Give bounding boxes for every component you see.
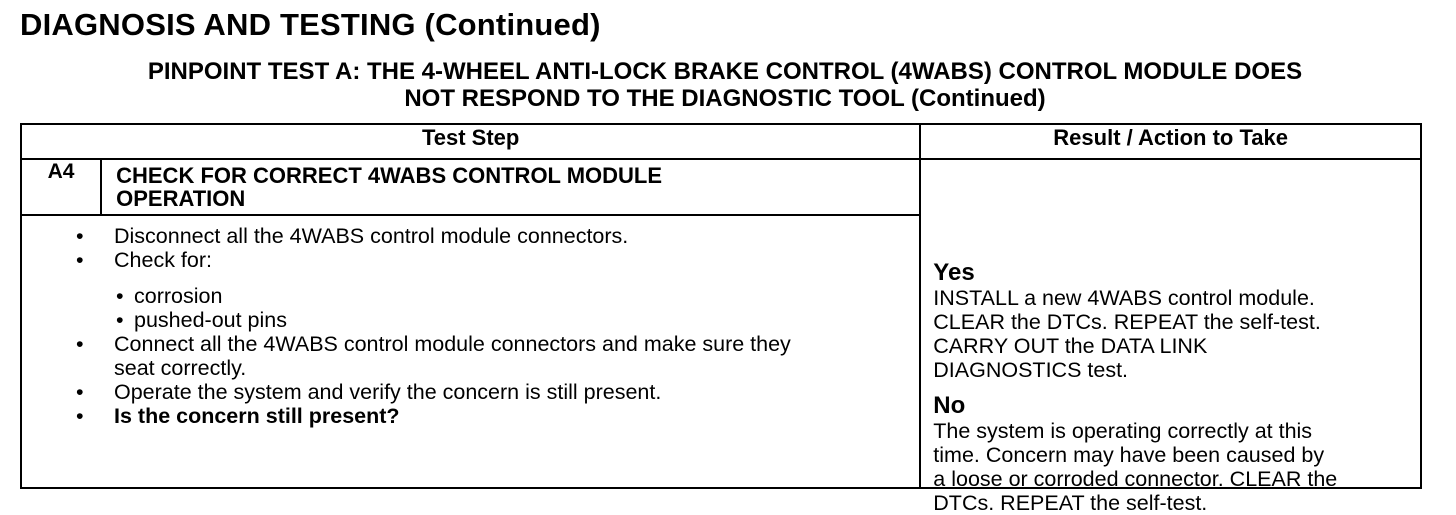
result-yes-label: Yes bbox=[933, 259, 975, 286]
check-for-sublist bbox=[114, 284, 919, 332]
result-action-cell bbox=[920, 159, 1421, 515]
result-yes-line: INSTALL a new 4WABS control module. bbox=[933, 286, 1315, 310]
page-title: DIAGNOSIS AND TESTING (Continued) bbox=[20, 7, 601, 42]
result-no-label: No bbox=[933, 392, 966, 419]
result-no-line: DTCs. REPEAT the self-test. bbox=[933, 491, 1208, 515]
list-item bbox=[76, 404, 919, 428]
step-title-row bbox=[21, 159, 1421, 215]
bullet-icon: • bbox=[76, 224, 84, 248]
step-id: A4 bbox=[21, 159, 101, 215]
bullet-icon: • bbox=[76, 248, 84, 272]
bullet-icon: • bbox=[76, 380, 84, 404]
pinpoint-test-title bbox=[20, 58, 1430, 112]
list-item: • Disconnect all the 4WABS control module connectors. bbox=[76, 224, 629, 248]
step-title-line-1: CHECK FOR CORRECT 4WABS CONTROL MODULE bbox=[116, 163, 663, 188]
result-no-line: The system is operating correctly at this bbox=[933, 419, 1313, 443]
procedure-list bbox=[22, 224, 919, 428]
result-yes bbox=[933, 260, 1414, 382]
list-item: • pushed-out pins bbox=[116, 308, 287, 332]
column-header-result-action: Result / Action to Take bbox=[920, 124, 1421, 159]
step-title bbox=[101, 159, 920, 215]
result-no bbox=[933, 393, 1414, 515]
step-question: Is the concern still present? bbox=[114, 404, 400, 428]
bullet-icon: • bbox=[116, 284, 124, 308]
column-header-test-step: Test Step bbox=[21, 124, 920, 159]
bullet-icon: • bbox=[116, 308, 124, 332]
result-no-line: a loose or corroded connector. CLEAR the bbox=[933, 467, 1338, 491]
list-item: • Connect all the 4WABS control module connectors and make sure they seat correctly. bbox=[76, 332, 791, 380]
step-procedure bbox=[21, 215, 920, 488]
list-item: • Check for: • corrosion • pushed-out pins bbox=[114, 248, 919, 332]
pinpoint-test-title-line-1: PINPOINT TEST A: THE 4-WHEEL ANTI-LOCK BRAKE CONTROL (4WABS) CONTROL MODULE DOES bbox=[147, 58, 1303, 85]
step-title-line-2: OPERATION bbox=[116, 186, 246, 211]
result-yes-line: CARRY OUT the DATA LINK bbox=[933, 334, 1208, 358]
pinpoint-test-title-line-2: NOT RESPOND TO THE DIAGNOSTIC TOOL (Continued) bbox=[404, 85, 1046, 112]
bullet-icon: • bbox=[76, 404, 84, 428]
table-header-row bbox=[21, 124, 1421, 159]
result-yes-line: CLEAR the DTCs. REPEAT the self-test. bbox=[933, 310, 1321, 334]
result-yes-line: DIAGNOSTICS test. bbox=[933, 358, 1129, 382]
bullet-icon: • bbox=[76, 332, 84, 356]
result-no-line: time. Concern may have been caused by bbox=[933, 443, 1325, 467]
list-item: • Operate the system and verify the concern is still present. bbox=[76, 380, 662, 404]
list-item: • corrosion bbox=[116, 284, 223, 308]
test-step-table bbox=[20, 123, 1422, 515]
